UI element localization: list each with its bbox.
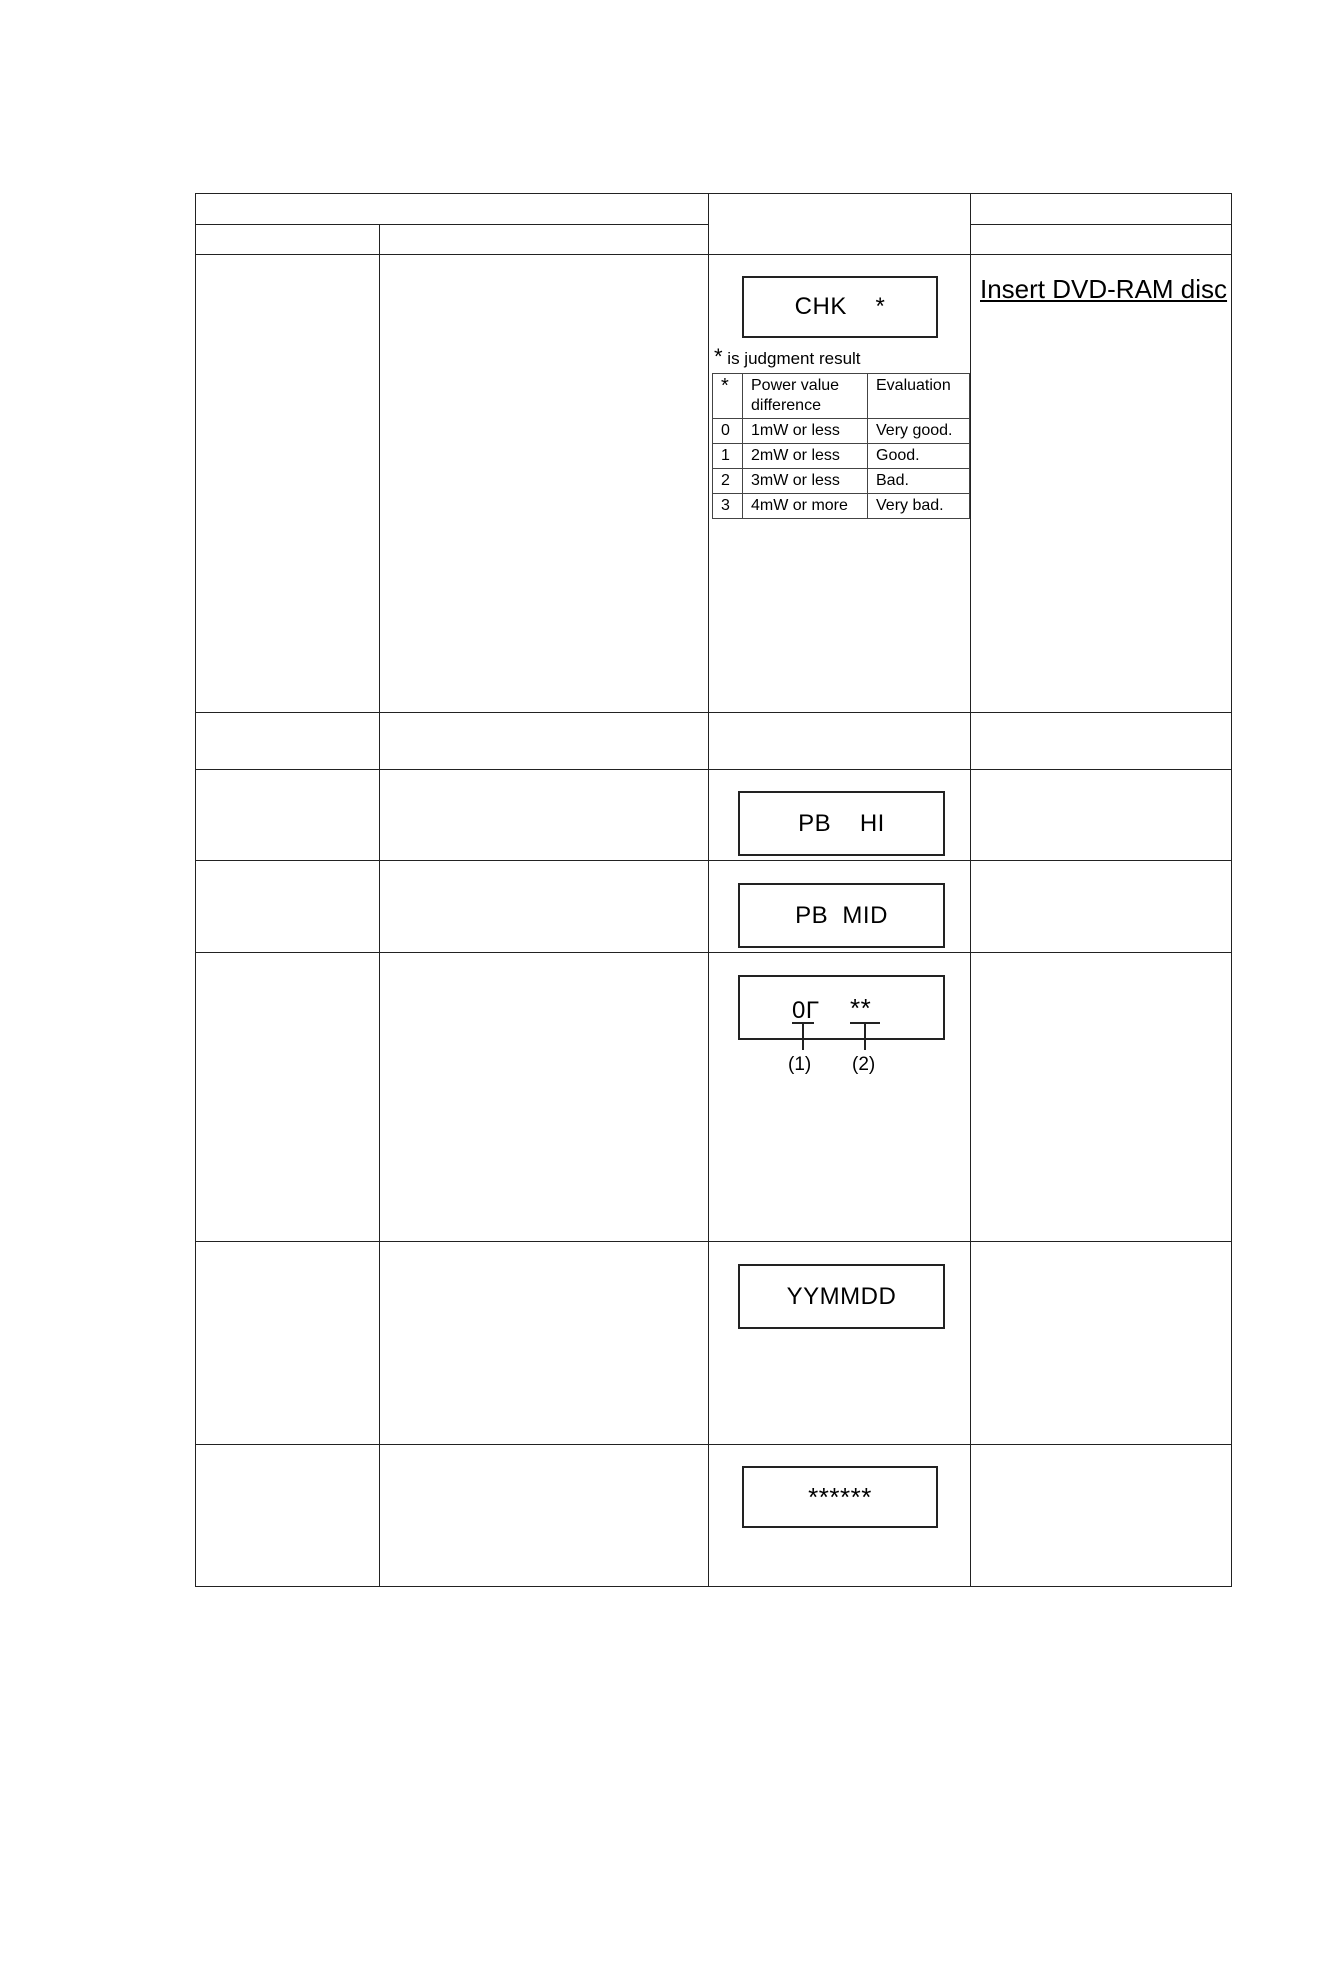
column-divider	[379, 224, 380, 1586]
table-border-bottom	[195, 1586, 1232, 1587]
pb-hi-display	[738, 791, 945, 856]
row-divider	[195, 712, 1232, 713]
row-power: 3mW or less	[743, 469, 868, 494]
date-display-text: YYMMDD	[786, 1282, 897, 1310]
instruction-text: Insert DVD-RAM disc	[980, 274, 1228, 304]
table-row	[713, 419, 970, 444]
header-power: Power value difference	[743, 374, 868, 419]
row-divider	[195, 769, 1232, 770]
judgment-note-text: is judgment result	[727, 349, 861, 368]
row-evaluation: Bad.	[868, 469, 970, 494]
pb-mid-display-text: PB MID	[795, 901, 888, 929]
header-symbol: *	[713, 374, 743, 419]
judgment-table	[712, 373, 970, 519]
row-divider	[195, 952, 1232, 953]
table-border-right	[1231, 193, 1232, 1586]
row-code: 0	[713, 419, 743, 444]
header-evaluation: Evaluation	[868, 374, 970, 419]
pb-mid-display	[738, 883, 945, 948]
table-header-divider-right	[970, 224, 1232, 225]
row-code: 2	[713, 469, 743, 494]
table-row	[713, 444, 970, 469]
chk-display-text: CHK *	[794, 293, 886, 320]
row-evaluation: Very good.	[868, 419, 970, 444]
pb-hi-display-text: PB HI	[798, 809, 885, 837]
row-divider	[195, 860, 1232, 861]
chk-display	[742, 276, 938, 338]
table-header-bottom	[195, 254, 1232, 255]
callout-tick-1	[802, 1022, 804, 1050]
row-evaluation: Very bad.	[868, 494, 970, 519]
judgment-note	[714, 344, 861, 370]
table-border-left	[195, 193, 196, 1586]
row-divider	[195, 1444, 1232, 1445]
callout-label-2: (2)	[852, 1054, 876, 1075]
row-power: 2mW or less	[743, 444, 868, 469]
row-code: 3	[713, 494, 743, 519]
row-power: 1mW or less	[743, 419, 868, 444]
table-row	[713, 494, 970, 519]
star-display-text: ******	[808, 1481, 872, 1512]
judgment-table-header	[713, 374, 970, 419]
row-evaluation: Good.	[868, 444, 970, 469]
row-divider	[195, 1241, 1232, 1242]
code-display	[738, 975, 945, 1040]
judgment-note-symbol: *	[714, 344, 723, 369]
star-display	[742, 1466, 938, 1528]
date-display	[738, 1264, 945, 1329]
row-code: 1	[713, 444, 743, 469]
column-divider	[970, 193, 971, 1586]
table-row	[713, 469, 970, 494]
column-divider	[708, 193, 709, 1586]
row-power: 4mW or more	[743, 494, 868, 519]
table-header-divider	[195, 224, 708, 225]
table-border-top	[195, 193, 1232, 194]
code-display-left: 0Γ	[792, 997, 820, 1024]
code-display-right: **	[850, 993, 872, 1023]
callout-label-1: (1)	[788, 1054, 812, 1075]
callout-tick-2	[864, 1022, 866, 1050]
